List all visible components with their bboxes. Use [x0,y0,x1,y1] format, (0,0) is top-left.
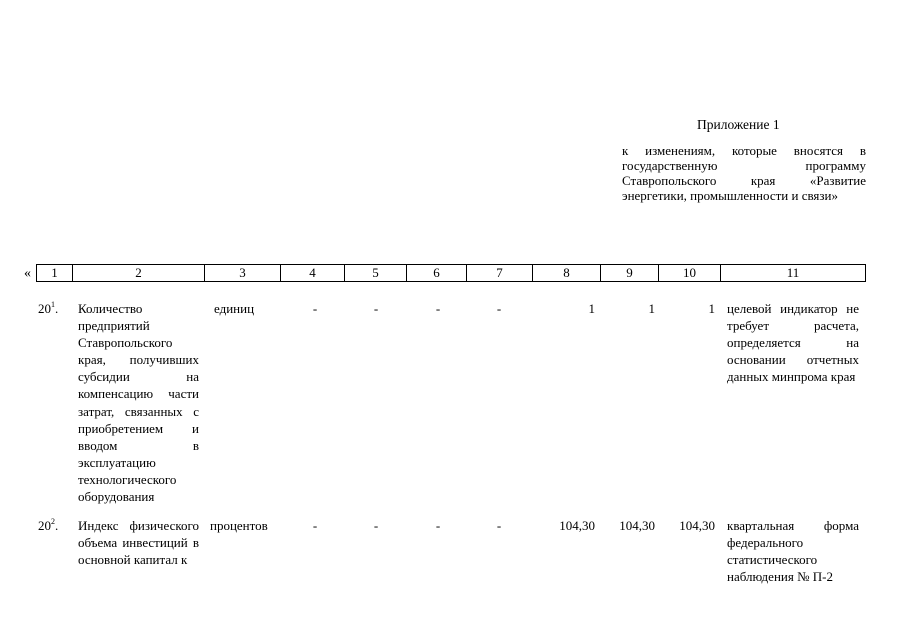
row-number-suffix: . [55,301,59,316]
row-number [38,300,72,317]
row-number-base: 20 [38,518,51,533]
column-number-10: 10 [659,265,721,281]
row-number-suffix: . [55,518,59,533]
note: квартальная форма федерального статистического наблюдения № П-2 [727,518,859,585]
appendix-title: Приложение 1 [697,117,780,132]
row-number-superscript: 1 [51,300,55,309]
value-col-7: - [496,518,502,533]
value-col-4: - [312,301,318,316]
open-quote: « [24,266,31,281]
appendix-subtitle: к изменениям, которые вносятся в государственную программу Ставропольского края «Развитие энергетики, промышленности и связи» [622,143,866,203]
row-number [38,517,72,534]
column-number-8: 8 [533,265,601,281]
column-number-header [36,264,866,282]
column-number-11: 11 [786,265,800,280]
value-col-6: - [435,518,441,533]
column-number-9: 9 [601,265,659,281]
row-number-superscript: 2 [51,517,55,526]
unit: процентов [210,518,268,533]
value-col-5: - [373,301,379,316]
column-number-1: 1 [37,265,73,281]
value-col-10: 1 [708,301,715,316]
value-col-7: - [496,301,502,316]
value-col-5: - [373,518,379,533]
value-col-9: 1 [648,301,655,316]
column-number-2: 2 [73,265,205,281]
column-number-7: 7 [467,265,533,281]
value-col-6: - [435,301,441,316]
value-col-4: - [312,518,318,533]
value-col-8: 1 [588,301,595,316]
value-col-8: 104,30 [559,518,595,533]
column-number-4: 4 [281,265,345,281]
column-number-3: 3 [205,265,281,281]
column-number-6: 6 [407,265,467,281]
unit: единиц [214,301,255,316]
note: целевой индикатор не требует расчета, определяется на основании отчетных данных минпрома края [727,301,859,385]
row-number-base: 20 [38,301,51,316]
indicator-name: Количество предприятий Ставропольского края, получивших субсидии на компенсацию части затрат, связанных с приобретением и вводом в эксплуатацию технологического оборудования [78,301,199,505]
column-number-5: 5 [345,265,407,281]
value-col-9: 104,30 [619,518,655,533]
value-col-10: 104,30 [679,518,715,533]
indicator-name: Индекс физического объема инвестиций в основной капитал к [78,518,199,568]
